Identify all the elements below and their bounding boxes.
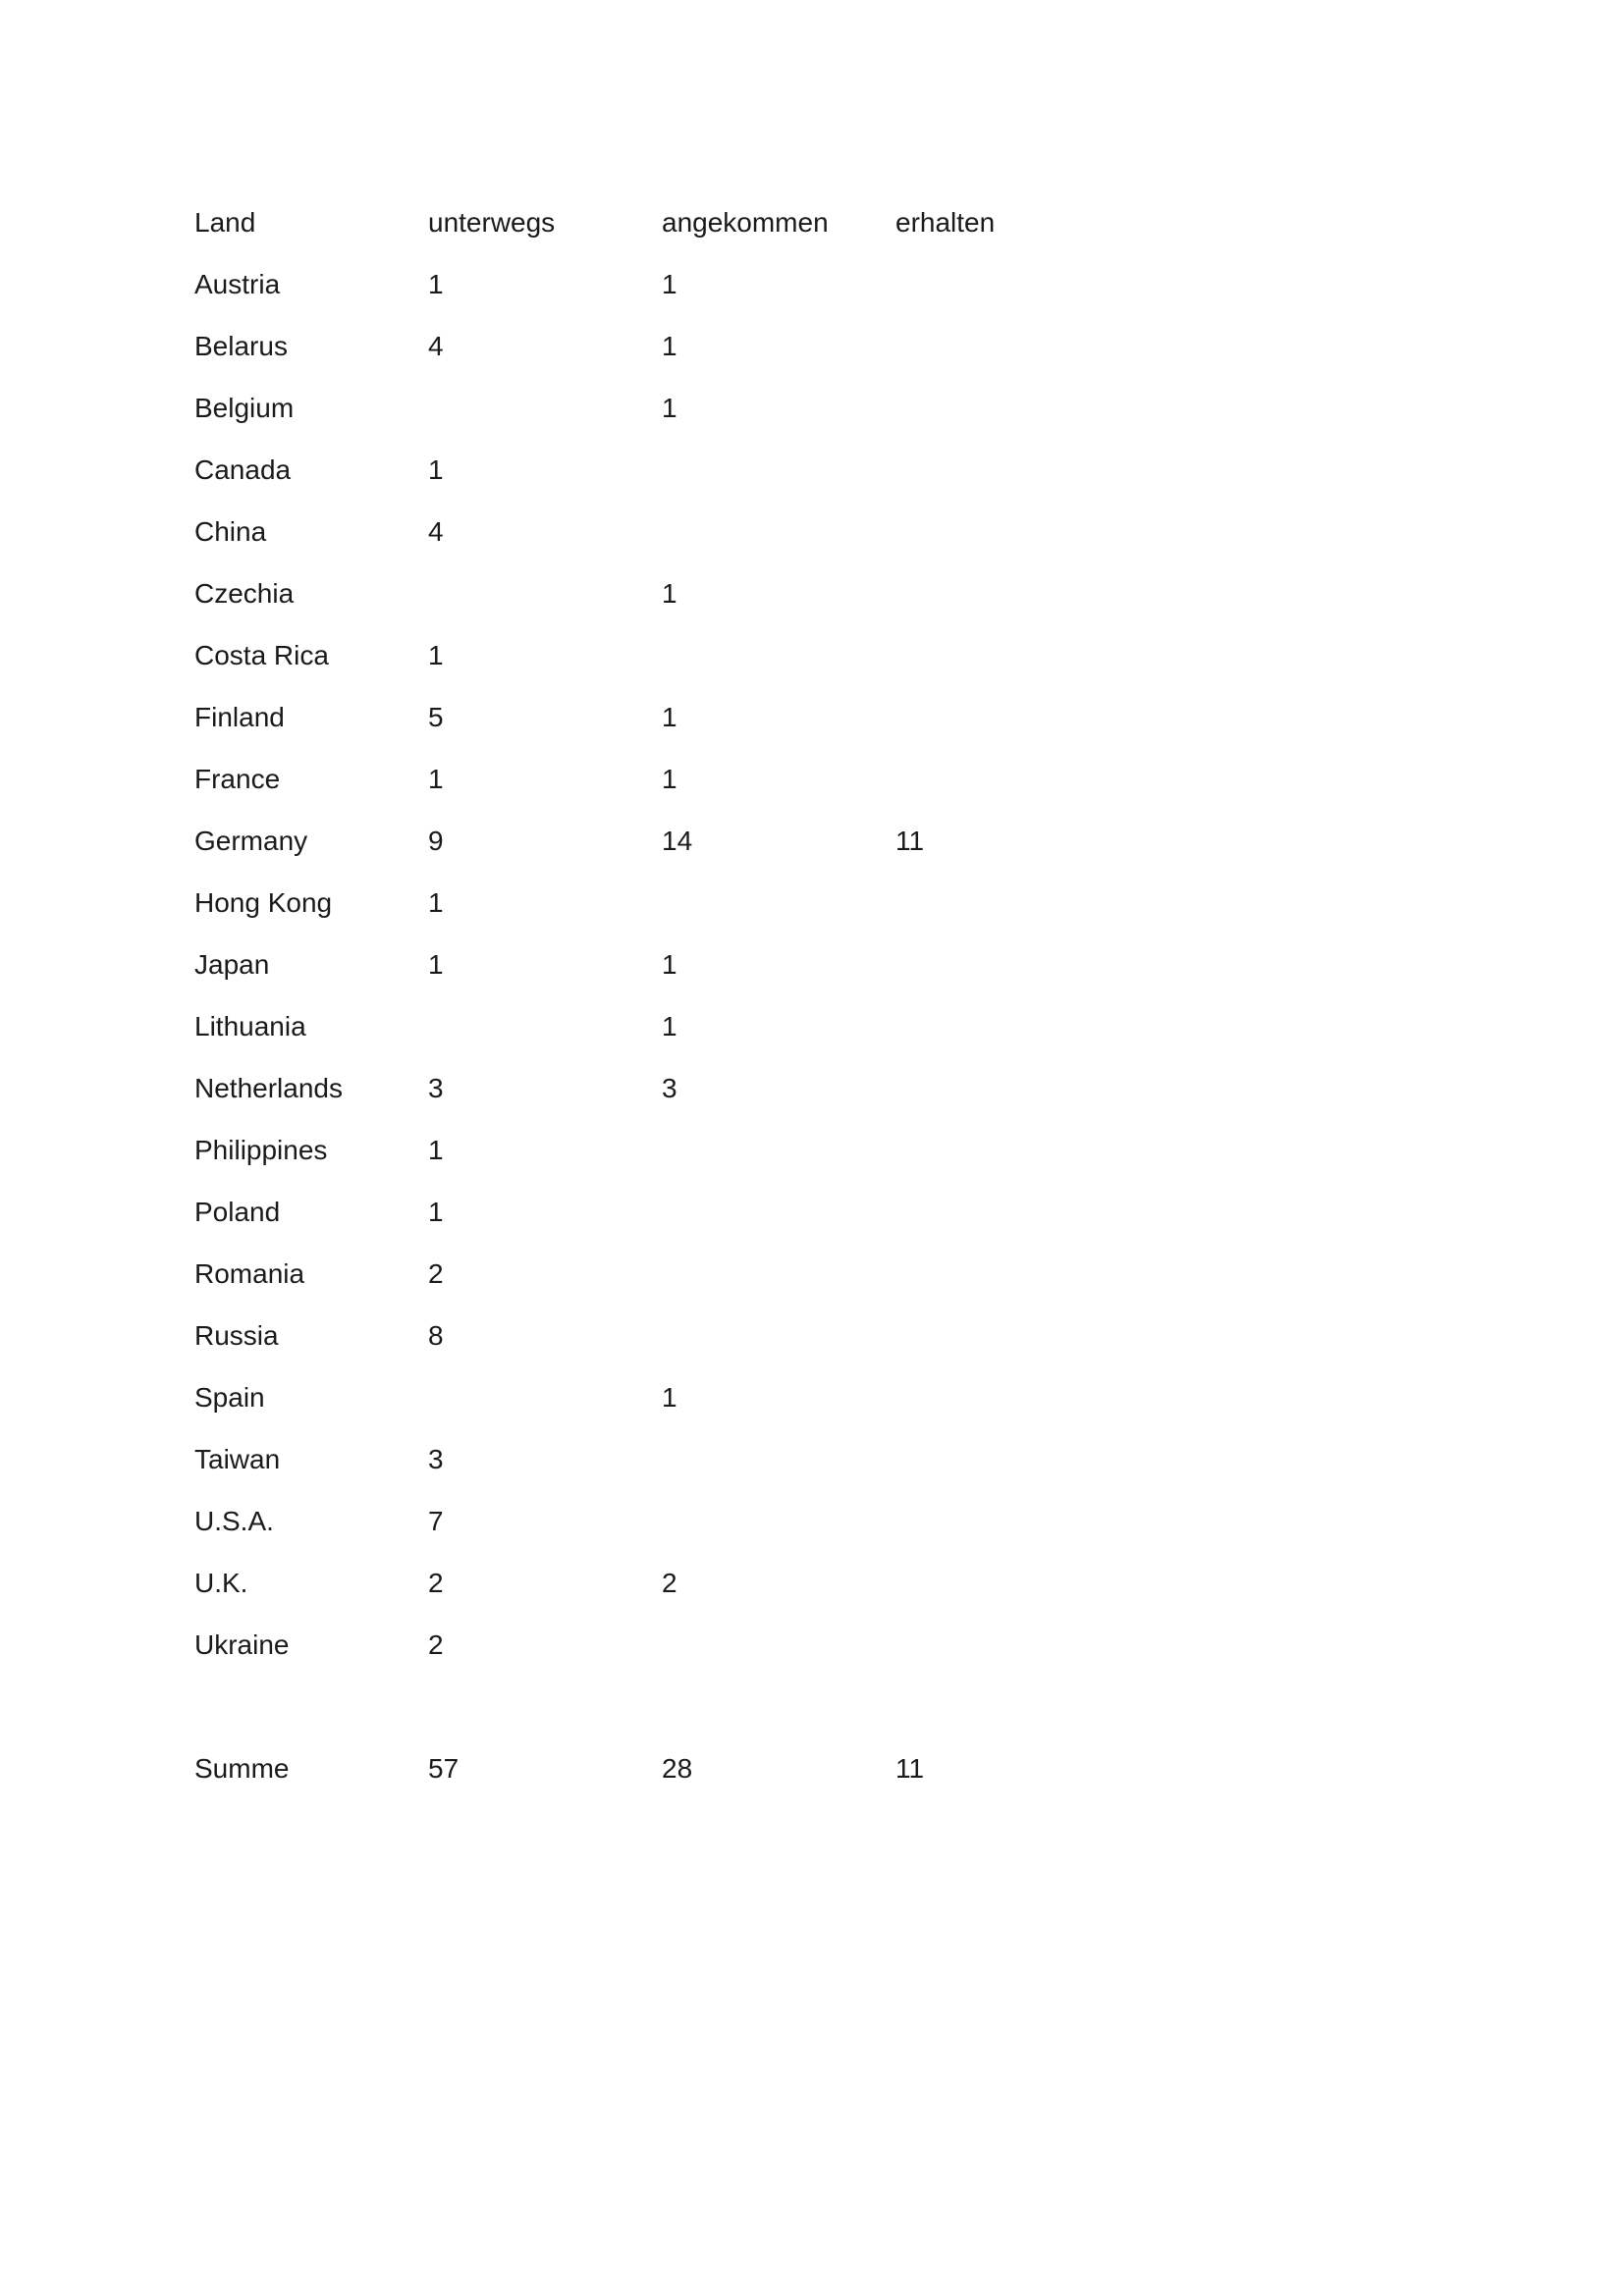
cell-unterwegs: 2 [428,1257,444,1289]
cell-unterwegs: 2 [428,1629,444,1660]
cell-land: Ukraine [194,1629,290,1660]
table-row [194,872,1078,934]
cell-land: China [194,515,267,547]
table-row [194,624,1078,686]
cell-angekommen: 1 [662,392,677,423]
cell-angekommen: 14 [662,825,693,856]
cell-angekommen: 2 [662,1567,677,1598]
cell-unterwegs: 5 [428,701,444,732]
table-row [194,934,1078,995]
cell-land: Hong Kong [194,886,333,918]
cell-angekommen: 1 [662,1381,677,1413]
table-body [194,253,1078,1676]
table-row [194,377,1078,439]
cell-unterwegs: 1 [428,639,444,670]
header-land: Land [194,206,256,238]
cell-land: Finland [194,701,285,732]
cell-unterwegs: 1 [428,948,444,980]
cell-angekommen: 1 [662,763,677,794]
cell-erhalten: 11 [895,825,925,856]
table-row [194,1552,1078,1614]
country-table [194,191,1078,1799]
cell-land: Germany [194,825,308,856]
cell-unterwegs: 1 [428,268,444,299]
table-row [194,1490,1078,1552]
cell-land: France [194,763,281,794]
table-row [194,1119,1078,1181]
table-row [194,501,1078,562]
cell-land: Canada [194,454,292,485]
table-row [194,1243,1078,1305]
summary-label: Summe [194,1752,290,1784]
table-row [194,748,1078,810]
cell-angekommen: 1 [662,948,677,980]
cell-unterwegs: 2 [428,1567,444,1598]
table-row [194,810,1078,872]
cell-unterwegs: 8 [428,1319,444,1351]
summary-erhalten: 11 [895,1752,925,1784]
cell-angekommen: 1 [662,268,677,299]
cell-angekommen: 1 [662,701,677,732]
summary-angekommen: 28 [662,1752,693,1784]
cell-land: Costa Rica [194,639,329,670]
cell-angekommen: 3 [662,1072,677,1103]
cell-land: Belarus [194,330,288,361]
cell-unterwegs: 7 [428,1505,444,1536]
cell-land: U.S.A. [194,1505,274,1536]
cell-land: U.K. [194,1567,248,1598]
cell-unterwegs: 1 [428,454,444,485]
cell-unterwegs: 3 [428,1072,444,1103]
cell-unterwegs: 4 [428,515,444,547]
table-row [194,1057,1078,1119]
summary-row [194,1737,1078,1799]
cell-land: Poland [194,1196,281,1227]
table-row [194,1428,1078,1490]
cell-land: Lithuania [194,1010,306,1041]
cell-unterwegs: 4 [428,330,444,361]
cell-land: Japan [194,948,270,980]
table-row [194,315,1078,377]
cell-land: Taiwan [194,1443,281,1474]
cell-land: Netherlands [194,1072,343,1103]
header-unterwegs: unterwegs [428,206,556,238]
cell-unterwegs: 1 [428,1134,444,1165]
cell-angekommen: 1 [662,577,677,609]
cell-unterwegs: 1 [428,1196,444,1227]
table-header-row [194,191,1078,253]
cell-land: Philippines [194,1134,328,1165]
cell-land: Romania [194,1257,305,1289]
table-row [194,1614,1078,1676]
table-row [194,1366,1078,1428]
cell-land: Russia [194,1319,279,1351]
cell-land: Belgium [194,392,295,423]
table-row [194,1181,1078,1243]
cell-angekommen: 1 [662,1010,677,1041]
header-erhalten: erhalten [895,206,996,238]
cell-unterwegs: 1 [428,886,444,918]
cell-angekommen: 1 [662,330,677,361]
table-row [194,439,1078,501]
table-row [194,1305,1078,1366]
cell-land: Spain [194,1381,265,1413]
cell-land: Austria [194,268,281,299]
table-row [194,562,1078,624]
cell-unterwegs: 1 [428,763,444,794]
cell-unterwegs: 3 [428,1443,444,1474]
cell-unterwegs: 9 [428,825,444,856]
table-row [194,686,1078,748]
header-angekommen: angekommen [662,206,829,238]
cell-land: Czechia [194,577,295,609]
table-row [194,253,1078,315]
summary-unterwegs: 57 [428,1752,460,1784]
table-row [194,995,1078,1057]
